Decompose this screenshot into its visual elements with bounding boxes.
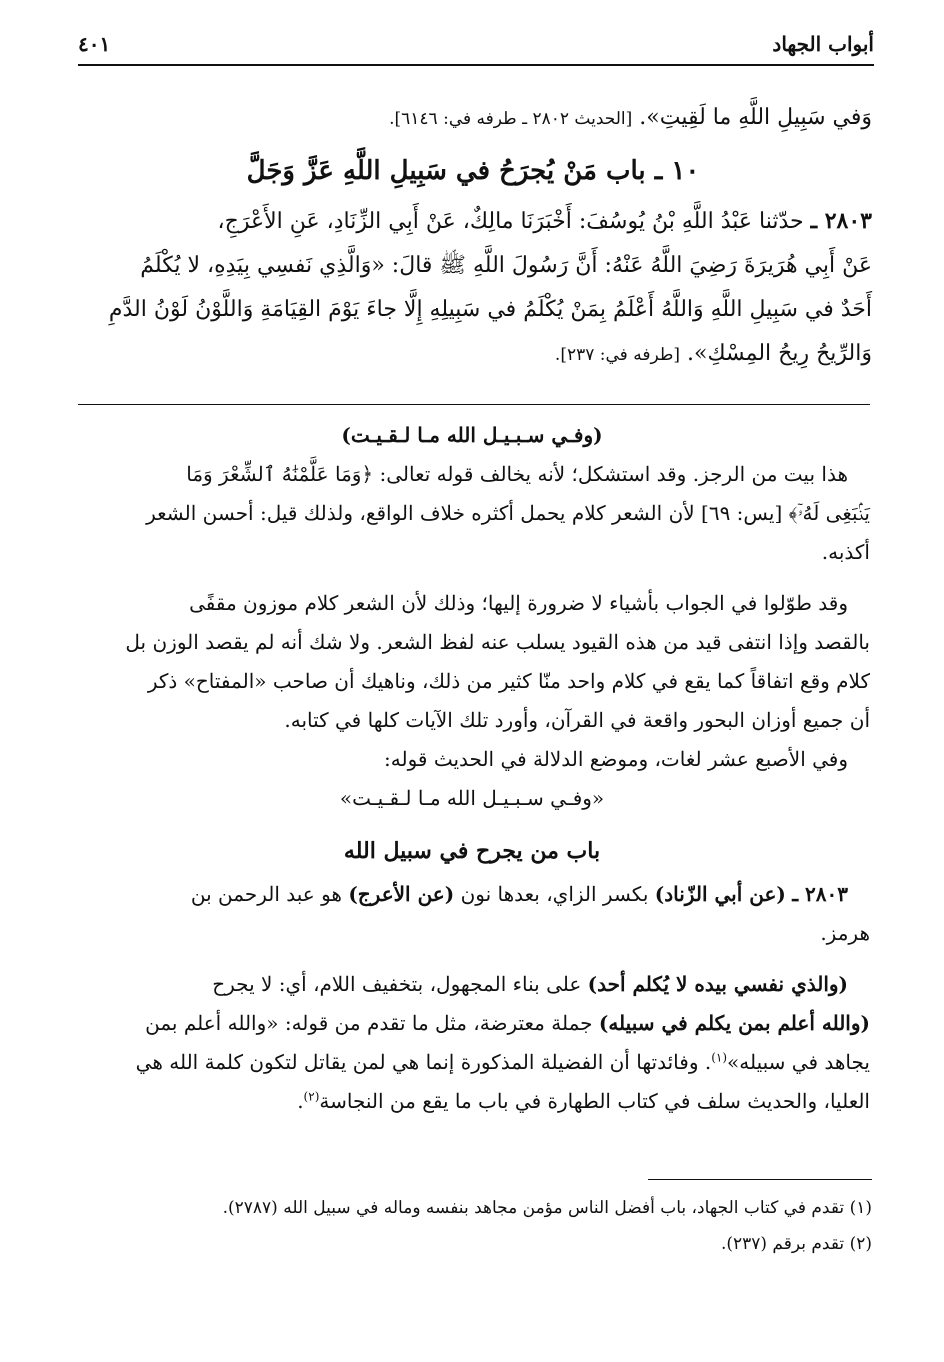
page-header: [78, 24, 874, 64]
hadith-reference: [طرفه في: ٢٣٧].: [554, 345, 680, 365]
page-number: ٤٠١: [78, 32, 111, 56]
footnote-2: [80, 1226, 872, 1262]
previous-hadith-reference: [الحديث ٢٨٠٢ ـ طرفه في: ٦١٤٦].: [389, 109, 633, 129]
commentary-para5-line4: [74, 1082, 870, 1121]
commentary-hadith-number: ٢٨٠٣ ـ: [792, 882, 848, 906]
footnotes: [80, 1190, 872, 1262]
commentary-text: جملة معترضة، مثل ما تقدم من قوله: «والله أعلم بمن: [145, 1011, 593, 1035]
footnote-number: (١): [849, 1198, 872, 1218]
spacer: [74, 572, 870, 584]
commentary-para5-line2: [74, 1004, 870, 1043]
footnote-1: [80, 1190, 872, 1226]
hadith-line-2: عَنْ أَبِي هُرَيرَةَ رَضِيَ اللَّهُ عَنْهُ: أَنَّ رَسُولَ اللَّهِ ﷺ قالَ: «وَالَّذِي نَفسِي بِيَدِهِ، لا يُكْلَمُ: [140, 253, 872, 278]
header-divider: [78, 64, 874, 66]
commentary-para4-line2: هرمز.: [820, 921, 870, 945]
commentary-para2-line2: بالقصد وإذا انتفى قيد من هذه القيود يسلب عنه لفظ الشعر. ولا شك أنه لم يقصد الوزن بل: [125, 630, 870, 654]
lemma-allahu-alam: (والله أعلم بمن يكلم في سبيله): [598, 1011, 870, 1035]
commentary-para1-line2: يَنۢبَغِى لَهُۥٓ﴾ [يس: ٦٩] لأن الشعر كلام يحمل أكثره خلاف الواقع، ولذلك قيل: أحسن الشعر: [146, 501, 870, 525]
chapter-heading: ١٠ ـ باب مَنْ يُجرَحُ في سَبِيلِ اللَّهِ عَزَّ وَجَلَّ: [246, 156, 700, 186]
lemma-heading: (وفـي سـبـيـل الله مـا لـقـيـت): [341, 423, 603, 447]
commentary-para2-line1: وقد طوّلوا في الجواب بأشياء لا ضرورة إليها؛ وذلك لأن الشعر كلام موزون مقفًى: [189, 591, 848, 615]
commentary-para2-line3: كلام وقع اتفاقاً كما يقع في كلام واحد منّا كثير من ذلك، وناهيك أن صاحب «المفتاح» ذكر: [147, 669, 870, 693]
commentary-text: هو عبد الرحمن بن: [190, 882, 342, 906]
commentary-section: [74, 416, 870, 1121]
footnote-marker-1[interactable]: (١): [711, 1050, 728, 1065]
lemma-araj: (عن الأعرج): [348, 882, 455, 906]
quoted-verse: «وفـي سـبـيـل الله مـا لـقـيـت»: [339, 786, 605, 810]
commentary-text: .: [297, 1089, 304, 1113]
footnote-text: تقدم برقم (٢٣٧).: [720, 1234, 845, 1254]
commentary-para1-line3: أكذبه.: [821, 540, 870, 564]
commentary-sub-heading: باب من يجرح في سبيل الله: [343, 838, 601, 864]
lemma-abi-zinad: (عن أبي الزّناد): [654, 882, 786, 906]
commentary-text: العليا، والحديث سلف في كتاب الطهارة في باب ما يقع من النجاسة: [319, 1089, 870, 1113]
hadith-text-4: وَالرِّيحُ رِيحُ المِسْكِ».: [687, 341, 872, 366]
previous-hadith-text: وَفي سَبِيلِ اللَّهِ ما لَقِيتِ».: [639, 105, 872, 130]
commentary-para2-line4: أن جميع أوزان البحور واقعة في القرآن، وأورد تلك الآيات كلها في كتابه.: [284, 708, 870, 732]
commentary-text: بكسر الزاي، بعدها نون: [460, 882, 649, 906]
lemma-nafsi-biyadihi: (والذي نفسي بيده لا يُكلم أحد): [587, 972, 848, 996]
footnote-text: تقدم في كتاب الجهاد، باب أفضل الناس مؤمن مجاهد بنفسه وماله في سبيل الله (٢٧٨٧).: [222, 1198, 845, 1218]
commentary-para3: وفي الأصبع عشر لغات، وموضع الدلالة في الحديث قوله:: [384, 747, 848, 771]
hadith-line-3: أَحَدٌ في سَبِيلِ اللَّهِ وَاللَّهُ أَعْلَمُ بِمَنْ يُكْلَمُ في سَبِيلِهِ إِلَّا جاءَ يَوْمَ القِيَامَةِ وَاللَّوْنُ لَوْنُ الدَّمِ: [108, 297, 872, 322]
footnote-divider: [648, 1179, 872, 1180]
commentary-text: على بناء المجهول، بتخفيف اللام، أي: لا يجرح: [212, 972, 582, 996]
footnote-marker-2[interactable]: (٢): [303, 1089, 320, 1104]
hadith-line-1: [74, 199, 872, 244]
hadith-text-section: [74, 96, 872, 377]
hadith-number: ٢٨٠٣ ـ: [810, 208, 872, 234]
commentary-para4-line1: [74, 875, 870, 914]
commentary-text: . وفائدتها أن الفضيلة المذكورة إنما هي لمن يقاتل لتكون كلمة الله هي: [135, 1050, 712, 1074]
commentary-para5-line3: [74, 1043, 870, 1082]
hadith-line-4: [74, 332, 872, 377]
commentary-para1-line1: هذا بيت من الرجز. وقد استشكل؛ لأنه يخالف قوله تعالى: ﴿وَمَا عَلَّمْنَٰهُ ٱلشِّعْرَ وَمَا: [186, 462, 848, 486]
commentary-divider: [78, 404, 870, 405]
running-title: أبواب الجهاد: [772, 32, 874, 56]
hadith-text-1: حدّثنا عَبْدُ اللَّهِ بْنُ يُوسُفَ: أَخْبَرَنَا مالِكٌ، عَنْ أَبِي الزِّنَادِ، عَنِ الأَعْرَجِ،: [217, 209, 804, 234]
previous-hadith-ending: [74, 96, 872, 141]
commentary-text: يجاهد في سبيله»: [727, 1050, 870, 1074]
commentary-para5-line1: [74, 965, 870, 1004]
footnote-number: (٢): [849, 1234, 872, 1254]
spacer: [74, 953, 870, 965]
